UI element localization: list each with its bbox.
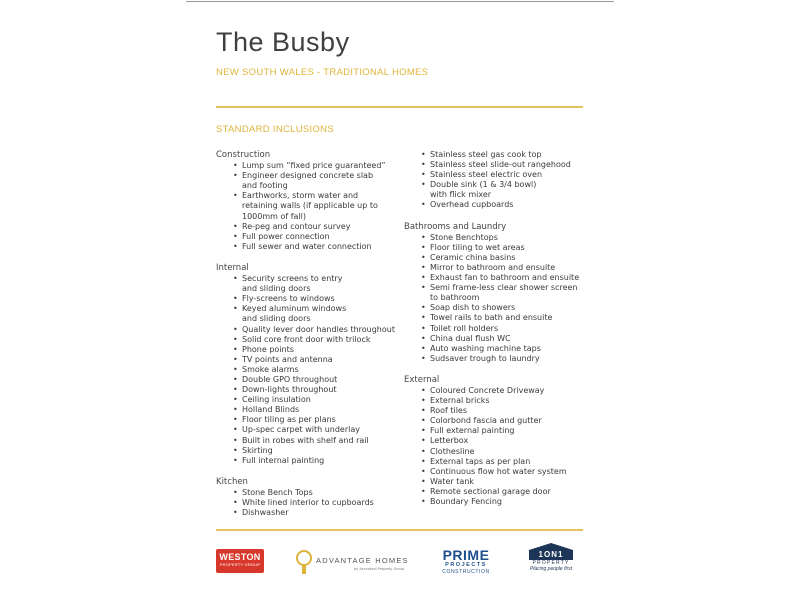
weston-logo: WESTON PROPERTY GROUP bbox=[216, 549, 264, 573]
list-item: • Water tank bbox=[421, 477, 594, 487]
kitchen-continued-list bbox=[404, 150, 594, 211]
list-item: • Earthworks, storm water and retaining walls (if applicable up to 1000mm of fall) bbox=[233, 191, 406, 221]
list-item: • Full power connection bbox=[233, 232, 406, 242]
category-external: External bbox=[404, 374, 440, 385]
list-item: • Roof tiles bbox=[421, 406, 594, 416]
list-item: • Continuous flow hot water system bbox=[421, 467, 594, 477]
list-item: • Stainless steel gas cook top bbox=[421, 150, 594, 160]
list-item: • Coloured Concrete Driveway bbox=[421, 386, 594, 396]
list-item: • Auto washing machine taps bbox=[421, 344, 594, 354]
list-item: • Smoke alarms bbox=[233, 365, 406, 375]
list-item: • Clothesline bbox=[421, 447, 594, 457]
list-item: • Dishwasher bbox=[233, 508, 406, 518]
category-kitchen: Kitchen bbox=[216, 476, 248, 487]
list-item: • Letterbox bbox=[421, 436, 594, 446]
list-item: • Ceramic china basins bbox=[421, 253, 594, 263]
list-item: • Skirting bbox=[233, 446, 406, 456]
list-item: • Engineer designed concrete slab and footing bbox=[233, 171, 406, 191]
list-item: • Soap dish to showers bbox=[421, 303, 594, 313]
list-item: • Semi frame-less clear shower screen to bathroom bbox=[421, 283, 594, 303]
category-construction: Construction bbox=[216, 150, 271, 160]
list-item: • Floor tiling to wet areas bbox=[421, 243, 594, 253]
list-item: • Solid core front door with trilock bbox=[233, 335, 406, 345]
section-heading: STANDARD INCLUSIONS bbox=[216, 124, 334, 135]
list-item: • Double sink (1 & 3/4 bowl) with flick mixer bbox=[421, 180, 594, 200]
construction-list bbox=[216, 161, 406, 252]
list-item: • Up-spec carpet with underlay bbox=[233, 425, 406, 435]
advantage-homes-logo: ADVANTAGE HOMES by Ascenteal Property Group bbox=[294, 548, 394, 576]
kitchen-list bbox=[216, 488, 406, 518]
list-item: • Full sewer and water connection bbox=[233, 242, 406, 252]
list-item: • Stainless steel slide-out rangehood bbox=[421, 160, 594, 170]
list-item: • Toilet roll holders bbox=[421, 324, 594, 334]
list-item: • China dual flush WC bbox=[421, 334, 594, 344]
list-item: • Full external painting bbox=[421, 426, 594, 436]
list-item: • TV points and antenna bbox=[233, 355, 406, 365]
external-list bbox=[404, 386, 594, 507]
1on1-property-logo: 1ON1 PROPERTY Placing people first bbox=[526, 543, 576, 583]
list-item: • Down-lights throughout bbox=[233, 385, 406, 395]
list-item: • Floor tiling as per plans bbox=[233, 415, 406, 425]
list-item: • Overhead cupboards bbox=[421, 200, 594, 210]
list-item: • Ceiling insulation bbox=[233, 395, 406, 405]
category-internal: Internal bbox=[216, 262, 249, 273]
top-divider bbox=[186, 1, 614, 2]
header-divider bbox=[216, 106, 583, 108]
list-item: • Colorbond fascia and gutter bbox=[421, 416, 594, 426]
list-item: • Mirror to bathroom and ensuite bbox=[421, 263, 594, 273]
page-subtitle: NEW SOUTH WALES - TRADITIONAL HOMES bbox=[216, 67, 429, 78]
list-item: • External bricks bbox=[421, 396, 594, 406]
list-item: • Double GPO throughout bbox=[233, 375, 406, 385]
list-item: • Boundary Fencing bbox=[421, 497, 594, 507]
list-item: • Security screens to entry and sliding doors bbox=[233, 274, 406, 294]
list-item: • External taps as per plan bbox=[421, 457, 594, 467]
list-item: • Fly-screens to windows bbox=[233, 294, 406, 304]
left-column bbox=[216, 150, 406, 518]
list-item: • Full internal painting bbox=[233, 456, 406, 466]
prime-projects-logo: PRIME PROJECTS CONSTRUCTION bbox=[442, 547, 490, 575]
category-bathrooms: Bathrooms and Laundry bbox=[404, 221, 507, 232]
internal-list bbox=[216, 274, 406, 466]
list-item: • White lined interior to cupboards bbox=[233, 498, 406, 508]
list-item: • Keyed aluminum windows and sliding doors bbox=[233, 304, 406, 324]
list-item: • Stone Bench Tops bbox=[233, 488, 406, 498]
list-item: • Stainless steel electric oven bbox=[421, 170, 594, 180]
partner-logos bbox=[186, 540, 614, 585]
house-roof-icon bbox=[529, 543, 573, 550]
list-item: • Built in robes with shelf and rail bbox=[233, 436, 406, 446]
list-item: • Remote sectional garage door bbox=[421, 487, 594, 497]
list-item: • Exhaust fan to bathroom and ensuite bbox=[421, 273, 594, 283]
list-item: • Holland Blinds bbox=[233, 405, 406, 415]
list-item: • Towel rails to bath and ensuite bbox=[421, 313, 594, 323]
page-title: The Busby bbox=[216, 27, 350, 57]
footer-divider bbox=[216, 529, 583, 531]
list-item: • Lump sum “fixed price guaranteed” bbox=[233, 161, 406, 171]
right-column bbox=[404, 150, 594, 507]
list-item: • Quality lever door handles throughout bbox=[233, 325, 406, 335]
list-item: • Stone Benchtops bbox=[421, 233, 594, 243]
list-item: • Re-peg and contour survey bbox=[233, 222, 406, 232]
bathrooms-list bbox=[404, 233, 594, 364]
list-item: • Phone points bbox=[233, 345, 406, 355]
list-item: • Sudsaver trough to laundry bbox=[421, 354, 594, 364]
